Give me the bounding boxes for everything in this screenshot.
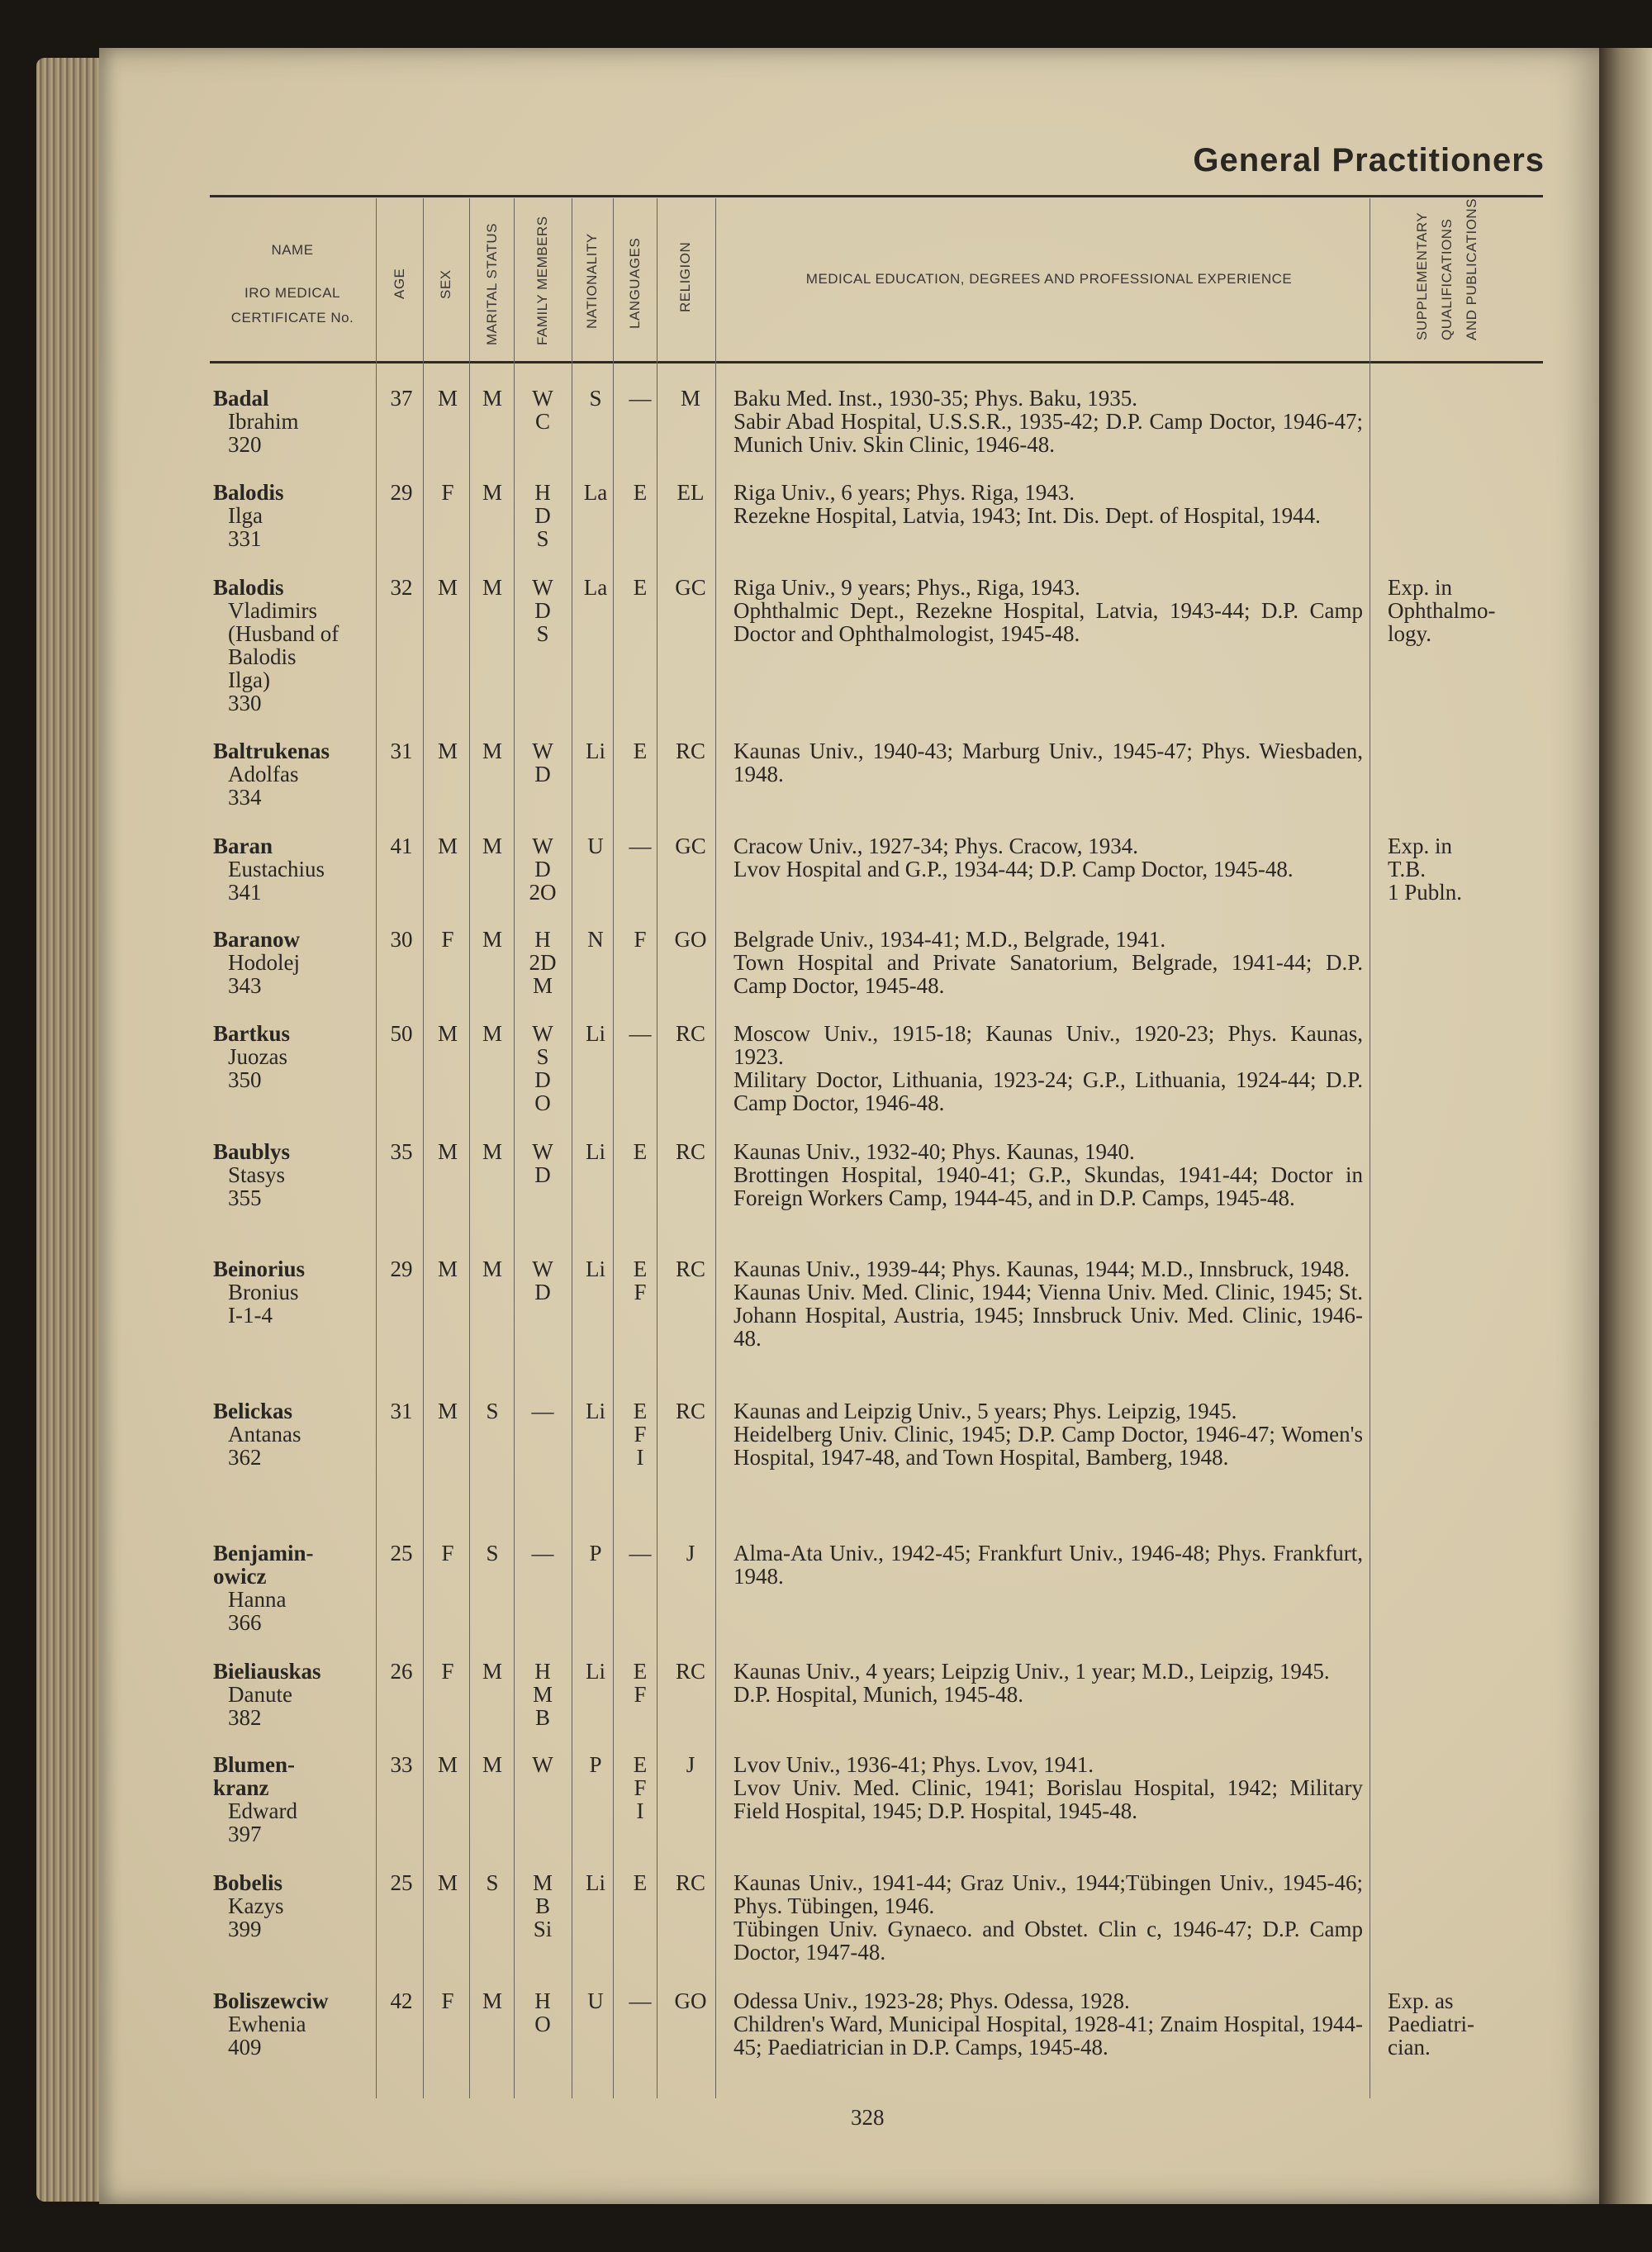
marital-status-cell: M xyxy=(482,1257,502,1281)
given-name-and-certificate: Ewhenia 409 xyxy=(228,2012,306,2060)
family-members-cell: H O xyxy=(534,1988,551,2036)
education-cell: Kaunas Univ., 1932-40; Phys. Kaunas, 1940. Brottingen Hospital, 1940-41; G.P., Skundas, 1941-44; Doctor in Foreign Workers Camp, 1944-45, and in D.P. Camps, 1945-48. xyxy=(733,1139,1363,1210)
languages-cell: — xyxy=(629,386,652,411)
name-cell xyxy=(213,387,378,456)
languages-cell: — xyxy=(629,834,652,858)
education-cell: Kaunas Univ., 1940-43; Marburg Univ., 1945-47; Phys. Wiesbaden, 1948. xyxy=(733,739,1363,786)
religion-cell: GO xyxy=(674,1988,707,2013)
surname: Baran xyxy=(213,834,273,858)
surname: Bieliauskas xyxy=(213,1659,321,1684)
name-cell xyxy=(213,1022,378,1091)
nationality-cell: N xyxy=(587,927,604,952)
religion-cell: GO xyxy=(674,927,707,952)
languages-cell: — xyxy=(629,1021,652,1046)
page-number: 328 xyxy=(851,2105,885,2130)
sex-cell: M xyxy=(437,1021,458,1046)
sex-cell: M xyxy=(437,1139,458,1164)
religion-cell: GC xyxy=(675,834,706,858)
sex-cell: F xyxy=(441,480,454,505)
given-name-and-certificate: Bronius I-1-4 xyxy=(228,1280,299,1328)
given-name-and-certificate: Ilga 331 xyxy=(228,503,263,551)
education-cell: Kaunas Univ., 1939-44; Phys. Kaunas, 1944; M.D., Innsbruck, 1948. Kaunas Univ. Med. Clinic, 1944; Vienna Univ. Med. Clinic, 1945; St. Johann Hospital, Austria, 1945; Innsbruck Univ. Med. Clinic, 1946-48. xyxy=(733,1257,1363,1351)
name-cell xyxy=(213,1753,378,1846)
name-cell xyxy=(213,1257,378,1327)
surname: Balodis xyxy=(213,480,284,505)
age-cell: 42 xyxy=(390,1988,413,2013)
marital-status-cell: S xyxy=(486,1541,499,1565)
age-cell: 41 xyxy=(390,834,413,858)
book-page-edges xyxy=(36,58,102,2202)
nationality-cell: U xyxy=(587,1988,604,2013)
nationality-column-header: NATIONALITY xyxy=(584,233,600,329)
age-cell: 33 xyxy=(390,1752,413,1777)
supplementary-header-line: SUPPLEMENTARY xyxy=(1414,211,1430,340)
marital-status-cell: M xyxy=(482,834,502,858)
education-cell: Baku Med. Inst., 1930-35; Phys. Baku, 1935. Sabir Abad Hospital, U.S.S.R., 1935-42; D.P. Camp Doctor, 1946-47; Munich Univ. Skin Clinic, 1946-48. xyxy=(733,386,1363,457)
sex-cell: M xyxy=(437,1870,458,1895)
nationality-cell: P xyxy=(589,1541,602,1565)
nationality-cell: S xyxy=(589,386,602,411)
given-name-and-certificate: Juozas 350 xyxy=(228,1044,287,1092)
education-cell: Kaunas and Leipzig Univ., 5 years; Phys. Leipzig, 1945. Heidelberg Univ. Clinic, 1945; D.P. Camp Doctor, 1946-47; Women's Hospital, 1947-48, and Town Hospital, Bamberg, 1948. xyxy=(733,1399,1363,1470)
education-cell: Odessa Univ., 1923-28; Phys. Odessa, 1928. Children's Ward, Municipal Hospital, 1928-41; Znaim Hospital, 1944-45; Paediatrician in D.P. Camps, 1945-48. xyxy=(733,1988,1363,2060)
religion-cell: J xyxy=(686,1541,695,1565)
surname: Bobelis xyxy=(213,1870,283,1895)
family-members-cell: H M B xyxy=(532,1659,553,1730)
languages-column-header: LANGUAGES xyxy=(627,237,643,329)
family-members-cell: H 2D M xyxy=(529,927,557,998)
given-name-and-certificate: Adolfas 334 xyxy=(228,762,299,810)
education-cell: Riga Univ., 6 years; Phys. Riga, 1943. Rezekne Hospital, Latvia, 1943; Int. Dis. Dept. of Hospital, 1944. xyxy=(733,480,1321,528)
header-name-line: NAME xyxy=(271,242,314,258)
family-members-cell: W D xyxy=(532,1257,553,1304)
sex-cell: M xyxy=(437,575,458,600)
family-members-cell: — xyxy=(531,1541,554,1565)
surname: Blumen- kranz xyxy=(213,1752,296,1800)
age-cell: 29 xyxy=(390,1257,413,1281)
nationality-cell: La xyxy=(583,575,608,600)
supplementary-cell: Exp. as Paediatri- cian. xyxy=(1388,1988,1474,2060)
surname: Badal xyxy=(213,386,269,411)
religion-cell: RC xyxy=(675,1399,706,1423)
family-members-cell: W D S xyxy=(532,575,553,646)
religion-cell: M xyxy=(680,386,700,411)
languages-cell: E xyxy=(633,1139,648,1164)
age-cell: 35 xyxy=(390,1139,413,1164)
supplementary-cell: Exp. in T.B. 1 Publn. xyxy=(1388,834,1463,905)
nationality-cell: U xyxy=(587,834,604,858)
nationality-cell: Li xyxy=(586,739,605,763)
header-name-line: IRO MEDICAL xyxy=(244,285,341,301)
languages-cell: E xyxy=(633,1870,648,1895)
languages-cell: E F xyxy=(633,1257,648,1304)
given-name-and-certificate: Ibrahim 320 xyxy=(228,409,299,457)
marital-status-cell: M xyxy=(482,480,502,505)
sex-cell: F xyxy=(441,927,454,952)
religion-cell: RC xyxy=(675,1870,706,1895)
age-cell: 32 xyxy=(390,575,413,600)
age-cell: 50 xyxy=(390,1021,413,1046)
given-name-and-certificate: Danute 382 xyxy=(228,1682,292,1730)
family-members-cell: W C xyxy=(532,386,553,434)
age-cell: 25 xyxy=(390,1870,413,1895)
family-members-cell: H D S xyxy=(534,480,551,551)
page-title: General Practitioners xyxy=(1193,142,1545,178)
languages-cell: F xyxy=(634,927,647,952)
surname: Balodis xyxy=(213,575,284,600)
sex-cell: F xyxy=(441,1659,454,1684)
supplementary-header-line: AND PUBLICATIONS xyxy=(1464,197,1479,340)
name-cell xyxy=(213,1989,378,2059)
family-members-cell: W D xyxy=(532,1139,553,1187)
religion-cell: EL xyxy=(676,480,705,505)
marital-status-cell: M xyxy=(482,739,502,763)
religion-cell: GC xyxy=(675,575,706,600)
marital-status-cell: S xyxy=(486,1870,499,1895)
languages-cell: E F xyxy=(633,1659,648,1707)
surname: Baltrukenas xyxy=(213,739,330,763)
family-members-column-header: FAMILY MEMBERS xyxy=(534,216,550,345)
languages-cell: E xyxy=(633,739,648,763)
education-cell: Kaunas Univ., 4 years; Leipzig Univ., 1 year; M.D., Leipzig, 1945. D.P. Hospital, Munich, 1945-48. xyxy=(733,1659,1330,1707)
name-cell xyxy=(213,1140,378,1209)
sex-cell: M xyxy=(437,834,458,858)
sex-cell: M xyxy=(437,1399,458,1423)
surname: Bartkus xyxy=(213,1021,291,1046)
nationality-cell: Li xyxy=(586,1021,605,1046)
nationality-cell: Li xyxy=(586,1659,605,1684)
surname: Belickas xyxy=(213,1399,293,1423)
given-name-and-certificate: Kazys 399 xyxy=(228,1893,284,1941)
nationality-cell: Li xyxy=(586,1870,605,1895)
family-members-cell: — xyxy=(531,1399,554,1423)
nationality-cell: Li xyxy=(586,1257,605,1281)
religion-cell: RC xyxy=(675,1139,706,1164)
education-cell: Lvov Univ., 1936-41; Phys. Lvov, 1941. Lvov Univ. Med. Clinic, 1941; Borislau Hospital, 1942; Military Field Hospital, 1945; D.P. Hospital, 1945-48. xyxy=(733,1752,1363,1823)
given-name-and-certificate: Eustachius 341 xyxy=(228,857,325,905)
age-cell: 30 xyxy=(390,927,413,952)
name-cell xyxy=(213,739,378,809)
nationality-cell: La xyxy=(583,480,608,505)
languages-cell: E F I xyxy=(633,1752,648,1823)
given-name-and-certificate: Stasys 355 xyxy=(228,1162,286,1210)
languages-cell: E xyxy=(633,575,648,600)
surname: Baranow xyxy=(213,927,301,952)
education-cell: Cracow Univ., 1927-34; Phys. Cracow, 1934. Lvov Hospital and G.P., 1934-44; D.P. Camp Doctor, 1945-48. xyxy=(733,834,1294,881)
languages-cell: — xyxy=(629,1541,652,1565)
marital-status-cell: M xyxy=(482,927,502,952)
education-column-header: MEDICAL EDUCATION, DEGREES AND PROFESSIONAL EXPERIENCE xyxy=(805,271,1293,287)
given-name-and-certificate: Vladimirs (Husband of Balodis Ilga) 330 xyxy=(228,598,339,715)
given-name-and-certificate: Hodolej 343 xyxy=(228,950,300,998)
family-members-cell: W D xyxy=(532,739,553,786)
marital-status-cell: M xyxy=(482,386,502,411)
surname: Benjamin- owicz xyxy=(213,1541,314,1589)
name-cell xyxy=(213,834,378,904)
education-cell: Moscow Univ., 1915-18; Kaunas Univ., 1920-23; Phys. Kaunas, 1923. Military Doctor, Lithuania, 1923-24; G.P., Lithuania, 1924-44; D.P. Camp Doctor, 1946-48. xyxy=(733,1021,1363,1115)
marital-status-cell: M xyxy=(482,1752,502,1777)
marital-status-cell: S xyxy=(486,1399,499,1423)
languages-cell: — xyxy=(629,1988,652,2013)
given-name-and-certificate: Edward 397 xyxy=(228,1798,297,1846)
marital-status-cell: M xyxy=(482,575,502,600)
age-column-header: AGE xyxy=(392,268,407,299)
supplementary-cell: Exp. in Ophthalmo- logy. xyxy=(1388,575,1496,646)
sex-cell: F xyxy=(441,1988,454,2013)
surname: Boliszewciw xyxy=(213,1988,329,2013)
surname: Beinorius xyxy=(213,1257,306,1281)
top-rule xyxy=(210,195,1543,197)
education-cell: Alma-Ata Univ., 1942-45; Frankfurt Univ., 1946-48; Phys. Frankfurt, 1948. xyxy=(733,1541,1363,1589)
religion-cell: RC xyxy=(675,1659,706,1684)
name-cell xyxy=(213,928,378,997)
nationality-cell: Li xyxy=(586,1139,605,1164)
name-cell xyxy=(213,1542,378,1634)
name-column-header xyxy=(210,238,375,330)
languages-cell: E xyxy=(633,480,648,505)
given-name-and-certificate: Hanna 366 xyxy=(228,1587,287,1635)
marital-status-cell: M xyxy=(482,1139,502,1164)
name-cell xyxy=(213,576,378,715)
religion-cell: RC xyxy=(675,1021,706,1046)
age-cell: 31 xyxy=(390,1399,413,1423)
nationality-cell: Li xyxy=(586,1399,605,1423)
religion-cell: RC xyxy=(675,739,706,763)
header-name-line: CERTIFICATE No. xyxy=(230,310,354,325)
age-cell: 37 xyxy=(390,386,413,411)
marital-status-column-header: MARITAL STATUS xyxy=(484,222,500,345)
age-cell: 31 xyxy=(390,739,413,763)
name-cell xyxy=(213,1660,378,1729)
family-members-cell: W D 2O xyxy=(529,834,557,905)
education-cell: Belgrade Univ., 1934-41; M.D., Belgrade, 1941. Town Hospital and Private Sanatorium, Belgrade, 1941-44; D.P. Camp Doctor, 1945-48. xyxy=(733,927,1363,998)
header-rule xyxy=(210,361,1543,363)
nationality-cell: P xyxy=(589,1752,602,1777)
religion-column-header: RELIGION xyxy=(677,241,693,312)
name-cell xyxy=(213,1871,378,1941)
age-cell: 26 xyxy=(390,1659,413,1684)
sex-cell: M xyxy=(437,1257,458,1281)
sex-cell: M xyxy=(437,739,458,763)
age-cell: 25 xyxy=(390,1541,413,1565)
sex-cell: M xyxy=(437,386,458,411)
education-cell: Riga Univ., 9 years; Phys., Riga, 1943. Ophthalmic Dept., Rezekne Hospital, Latvia, 1943-44; D.P. Camp Doctor and Ophthalmologist, 1945-48. xyxy=(733,575,1363,646)
marital-status-cell: M xyxy=(482,1988,502,2013)
sex-cell: M xyxy=(437,1752,458,1777)
family-members-cell: M B Si xyxy=(532,1870,553,1941)
marital-status-cell: M xyxy=(482,1659,502,1684)
education-cell: Kaunas Univ., 1941-44; Graz Univ., 1944;Tübingen Univ., 1945-46; Phys. Tübingen, 1946. Tübingen Univ. Gynaeco. and Obstet. Clin c, 1946-47; D.P. Camp Doctor, 1947-48. xyxy=(733,1870,1363,1965)
religion-cell: RC xyxy=(675,1257,706,1281)
marital-status-cell: M xyxy=(482,1021,502,1046)
languages-cell: E F I xyxy=(633,1399,648,1470)
surname: Baublys xyxy=(213,1139,291,1164)
religion-cell: J xyxy=(686,1752,695,1777)
family-members-cell: W S D O xyxy=(532,1021,553,1115)
age-cell: 29 xyxy=(390,480,413,505)
name-cell xyxy=(213,1399,378,1469)
name-cell xyxy=(213,481,378,550)
given-name-and-certificate: Antanas 362 xyxy=(228,1422,301,1470)
sex-column-header: SEX xyxy=(438,269,453,299)
book-gutter xyxy=(1599,48,1652,2204)
family-members-cell: W xyxy=(532,1752,553,1777)
supplementary-header-line: QUALIFICATIONS xyxy=(1439,218,1455,340)
sex-cell: F xyxy=(441,1541,454,1565)
